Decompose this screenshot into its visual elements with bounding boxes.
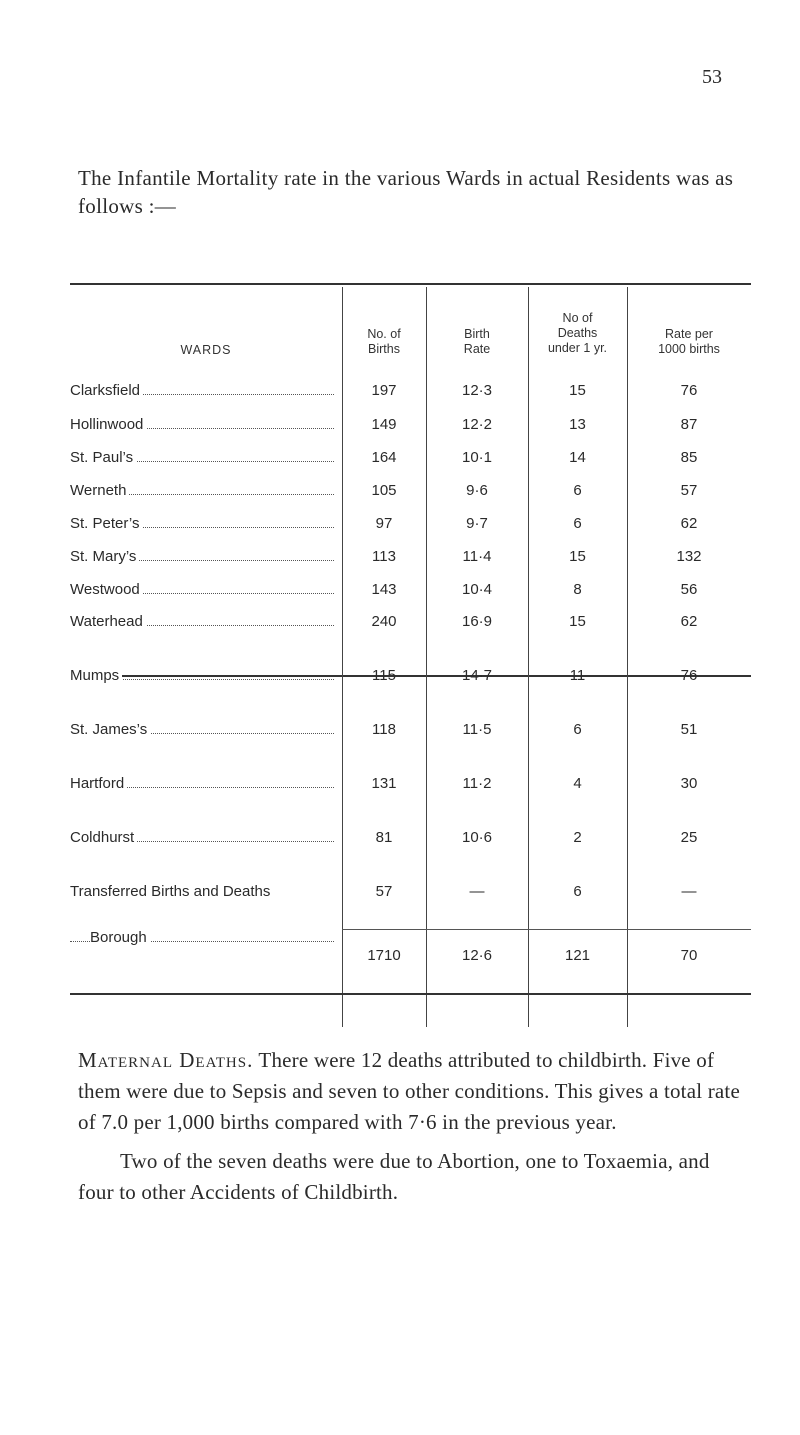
deaths-cell: 2 bbox=[573, 829, 582, 846]
rate-cell: 56 bbox=[680, 581, 698, 598]
births-cell: 57 bbox=[375, 883, 393, 900]
deaths-cell: 13 bbox=[569, 416, 586, 433]
header-birth-rate-line1: Birth bbox=[464, 327, 490, 341]
deaths-cell: 8 bbox=[573, 581, 582, 598]
ward-cell bbox=[70, 548, 342, 565]
ward-name: Waterhead bbox=[70, 613, 146, 630]
table-row bbox=[70, 883, 751, 915]
ward-cell bbox=[70, 382, 342, 399]
births-cell: 164 bbox=[371, 449, 397, 466]
header-rate-line1: Rate per bbox=[665, 327, 713, 341]
rate-cell: 25 bbox=[680, 829, 698, 846]
total-births: 1710 bbox=[367, 947, 401, 964]
header-wards: WARDS bbox=[180, 343, 232, 357]
table-row bbox=[70, 416, 751, 448]
table-top-rule bbox=[70, 283, 751, 285]
births-cell: 97 bbox=[375, 515, 393, 532]
ward-name: Transferred Births and Deaths bbox=[70, 883, 273, 900]
infant-mortality-table-continued bbox=[70, 613, 751, 1031]
ward-name: Hartford bbox=[70, 775, 127, 792]
table-row bbox=[70, 515, 751, 547]
maternal-paragraph-2: Two of the seven deaths were due to Abortion, one to Toxaemia, and four to other Accidents of Childbirth. bbox=[78, 1149, 710, 1204]
ward-name: St. Mary’s bbox=[70, 548, 139, 565]
birth-rate-cell: — bbox=[469, 883, 485, 900]
table-row bbox=[70, 581, 751, 613]
births-cell: 143 bbox=[371, 581, 397, 598]
ward-cell bbox=[70, 829, 342, 846]
deaths-cell: 4 bbox=[573, 775, 582, 792]
header-birth-rate bbox=[426, 327, 528, 357]
header-rate-per-1000 bbox=[627, 327, 751, 357]
deaths-cell: 14 bbox=[569, 449, 586, 466]
birth-rate-cell: 16·9 bbox=[461, 613, 493, 630]
rate-cell: — bbox=[681, 883, 697, 900]
ward-cell bbox=[70, 449, 342, 466]
header-deaths bbox=[528, 311, 627, 356]
ward-name: Westwood bbox=[70, 581, 143, 598]
deaths-cell: 15 bbox=[569, 613, 586, 630]
ward-name: St. James’s bbox=[70, 721, 150, 738]
deaths-cell: 15 bbox=[569, 382, 586, 399]
total-label: Borough bbox=[90, 929, 150, 946]
header-deaths-line1: No of bbox=[562, 311, 593, 325]
rate-cell: 87 bbox=[680, 416, 698, 433]
table-row bbox=[70, 548, 751, 580]
birth-rate-cell: 14·7 bbox=[461, 667, 493, 684]
births-cell: 105 bbox=[371, 482, 397, 499]
birth-rate-cell: 11·2 bbox=[462, 775, 492, 792]
rate-cell: 132 bbox=[676, 548, 702, 565]
ward-name: St. Peter’s bbox=[70, 515, 142, 532]
header-deaths-line3: under 1 yr. bbox=[547, 341, 608, 355]
deaths-cell: 6 bbox=[573, 721, 582, 738]
header-births bbox=[342, 327, 426, 357]
births-cell: 131 bbox=[371, 775, 397, 792]
rate-cell: 76 bbox=[680, 382, 698, 399]
ward-cell bbox=[70, 581, 342, 598]
table-row bbox=[70, 382, 751, 414]
table-row bbox=[70, 449, 751, 481]
ward-name: St. Paul’s bbox=[70, 449, 136, 466]
deaths-cell: 6 bbox=[573, 883, 582, 900]
page-number: 53 bbox=[702, 66, 722, 88]
births-cell: 118 bbox=[372, 721, 396, 738]
birth-rate-cell: 10·4 bbox=[461, 581, 493, 598]
header-births-line2: Births bbox=[368, 342, 400, 356]
ward-cell bbox=[70, 667, 342, 684]
maternal-heading: Maternal Deaths. bbox=[78, 1048, 254, 1072]
total-deaths: 121 bbox=[564, 947, 591, 964]
maternal-text-1: There were 12 deaths attributed to childbirth. Five of them were due to Sepsis and seven to other conditions. This gives a total rate of 7.0 per 1,000 births compared with 7·6 in the previous year. bbox=[78, 1048, 740, 1134]
table-total-values bbox=[70, 947, 751, 979]
total-rate: 70 bbox=[680, 947, 698, 964]
header-rate-line2: 1000 births bbox=[658, 342, 720, 356]
births-cell: 197 bbox=[371, 382, 397, 399]
birth-rate-cell: 9·6 bbox=[466, 482, 488, 499]
ward-cell bbox=[70, 775, 342, 792]
birth-rate-cell: 12·2 bbox=[461, 416, 493, 433]
ward-cell bbox=[70, 416, 342, 433]
births-cell: 81 bbox=[375, 829, 393, 846]
ward-name: Mumps bbox=[70, 667, 122, 684]
ward-cell bbox=[70, 613, 342, 630]
births-cell: 240 bbox=[371, 613, 397, 630]
ward-cell bbox=[70, 883, 342, 900]
births-cell: 149 bbox=[371, 416, 397, 433]
births-cell: 113 bbox=[372, 548, 396, 565]
table-bottom-rule bbox=[70, 993, 751, 995]
ward-cell bbox=[70, 515, 342, 532]
ward-name: Werneth bbox=[70, 482, 129, 499]
deaths-cell: 6 bbox=[573, 515, 582, 532]
table-row bbox=[70, 613, 751, 645]
births-cell: 115 bbox=[372, 667, 396, 684]
maternal-paragraph-1 bbox=[78, 1045, 740, 1138]
table-row bbox=[70, 775, 751, 807]
table-row bbox=[70, 829, 751, 861]
maternal-deaths-section bbox=[78, 1045, 740, 1208]
rate-cell: 30 bbox=[680, 775, 698, 792]
intro-text: The Infantile Mortality rate in the various Wards in actual Residents was as follows :— bbox=[78, 166, 734, 218]
rate-cell: 62 bbox=[680, 613, 698, 630]
rate-cell: 57 bbox=[680, 482, 698, 499]
ward-name: Clarksfield bbox=[70, 382, 143, 399]
rate-cell: 85 bbox=[680, 449, 698, 466]
header-birth-rate-line2: Rate bbox=[463, 342, 491, 356]
deaths-cell: 11 bbox=[569, 667, 586, 684]
ward-cell bbox=[70, 929, 342, 946]
ward-cell bbox=[70, 482, 342, 499]
header-births-line1: No. of bbox=[367, 327, 401, 341]
birth-rate-cell: 10·1 bbox=[461, 449, 493, 466]
birth-rate-cell: 9·7 bbox=[466, 515, 488, 532]
birth-rate-cell: 11·5 bbox=[462, 721, 492, 738]
deaths-cell: 6 bbox=[573, 482, 582, 499]
header-deaths-line2: Deaths bbox=[557, 326, 598, 340]
rate-cell: 51 bbox=[680, 721, 698, 738]
birth-rate-cell: 10·6 bbox=[461, 829, 493, 846]
ward-cell bbox=[70, 721, 342, 738]
ward-name: Coldhurst bbox=[70, 829, 137, 846]
total-birth-rate: 12·6 bbox=[461, 947, 493, 964]
deaths-cell: 15 bbox=[569, 548, 586, 565]
rate-cell: 76 bbox=[680, 667, 698, 684]
table-row bbox=[70, 667, 751, 699]
rate-cell: 62 bbox=[680, 515, 698, 532]
table-row bbox=[70, 721, 751, 753]
birth-rate-cell: 12·3 bbox=[461, 382, 493, 399]
birth-rate-cell: 11·4 bbox=[462, 548, 492, 565]
ward-name: Hollinwood bbox=[70, 416, 146, 433]
table-row bbox=[70, 482, 751, 514]
